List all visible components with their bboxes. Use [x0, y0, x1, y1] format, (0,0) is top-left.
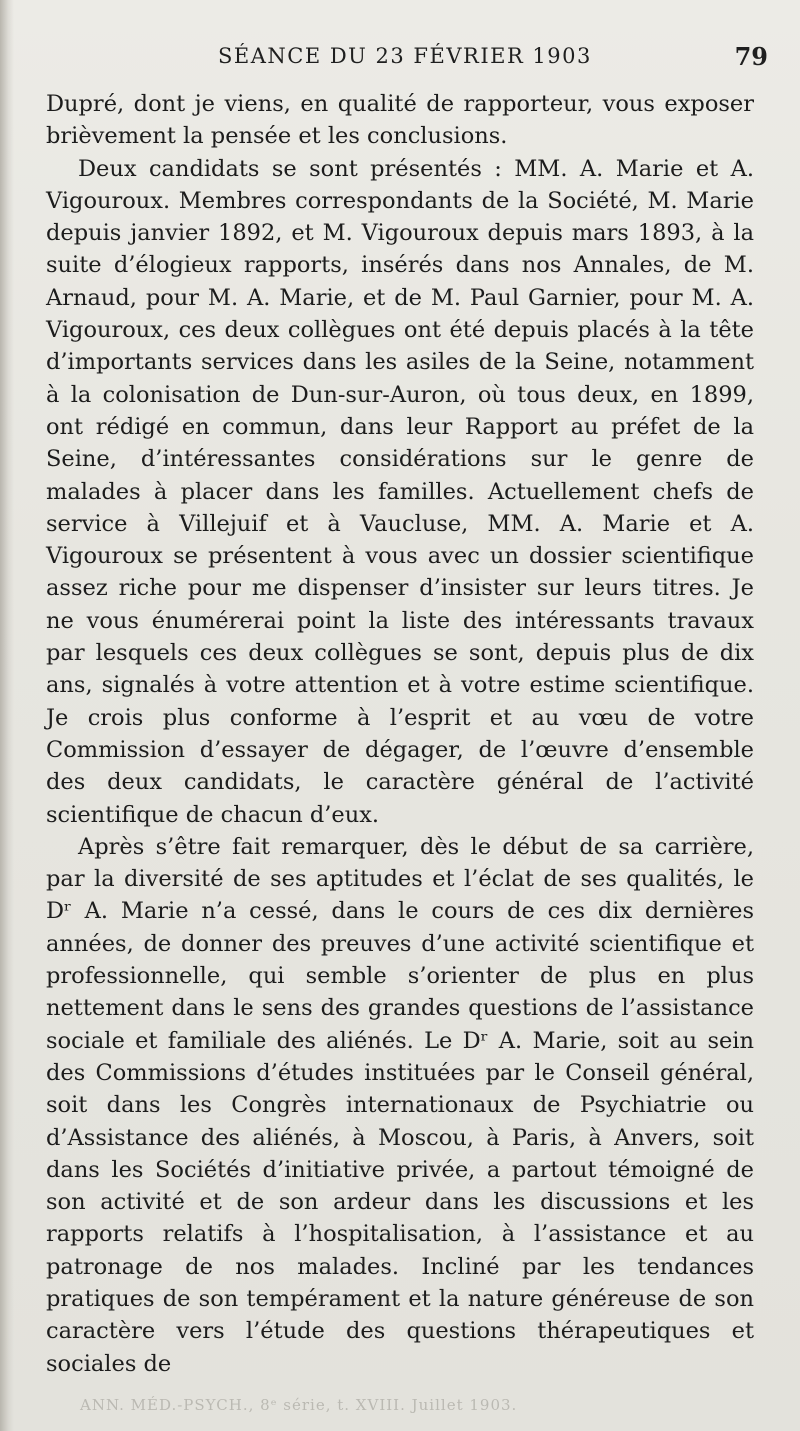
paragraph: Après s’être fait remarquer, dès le début de sa carrière, par la diversité de ses aptitudes et l’éclat de ses qualités, le Dʳ A. Marie n’a cessé, dans le cours de ces dix dernières années, de donner des preuves d’une activité scientifique et professionnelle, qui semble s’orienter de plus en plus nettement dans le sens des grandes questions de l’assistance sociale et familiale des aliénés. Le Dʳ A. Marie, soit au sein des Commissions d’études instituées par le Conseil général, soit dans les Congrès internationaux de Psychiatrie ou d’Assistance des aliénés, à Moscou, à Paris, à Anvers, soit dans les Sociétés d’initiative privée, a partout témoigné de son activité et de son ardeur dans les discussions et les rapports relatifs à l’hospitalisation, à l’assistance et au patronage de nos malades. Incliné par les tendances pratiques de son tempérament et la nature généreuse de son caractère vers l’étude des questions thérapeutiques et sociales de: [46, 833, 754, 1377]
page-number: 79: [734, 42, 768, 71]
body-text: [46, 88, 754, 1380]
running-head: SÉANCE DU 23 FÉVRIER 1903: [218, 44, 592, 68]
page-header: [48, 40, 768, 76]
paragraph: Deux candidats se sont présentés : MM. A. Marie et A. Vigouroux. Membres correspondants de la Société, M. Marie depuis janvier 1892, et M. Vigouroux depuis mars 1893, à la suite d’élogieux rapports, insérés dans nos Annales, de M. Arnaud, pour M. A. Marie, et de M. Paul Garnier, pour M. A. Vigouroux, ces deux collègues ont été depuis placés à la tête d’importants services dans les asiles de la Seine, notamment à la colonisation de Dun-sur-Auron, où tous deux, en 1899, ont rédigé en commun, dans leur Rapport au préfet de la Seine, d’intéressantes considérations sur le genre de malades à placer dans les familles. Actuellement chefs de service à Villejuif et à Vaucluse, MM. A. Marie et A. Vigouroux se présentent à vous avec un dossier scientifique assez riche pour me dispenser d’insister sur leurs titres. Je ne vous énumérerai point la liste des intéressants travaux par lesquels ces deux collègues se sont, depuis plus de dix ans, signalés à votre attention et à votre estime scientifique. Je crois plus conforme à l’esprit et au vœu de votre Commission d’essayer de dégager, de l’œuvre d’ensemble des deux candidats, le caractère général de l’activité scientifique de chacun d’eux.: [46, 155, 754, 828]
paragraph: Dupré, dont je viens, en qualité de rapporteur, vous exposer brièvement la pensée et les conclusions.: [46, 91, 754, 150]
page-footer: ANN. MÉD.-PSYCH., 8ᵉ série, t. XVIII. Juillet 1903.: [80, 1396, 518, 1414]
binding-shadow: [0, 0, 14, 1431]
